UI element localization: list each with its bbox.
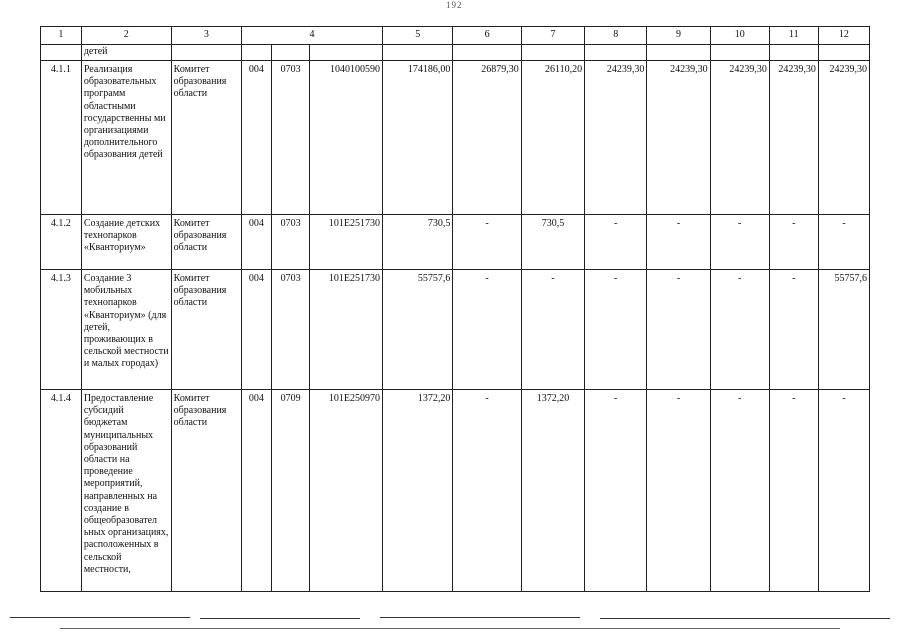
- row-value-6: -: [453, 390, 521, 592]
- page-number: 192: [446, 0, 463, 10]
- row-rzpr: 0709: [271, 390, 310, 592]
- row-name: Создание детских технопарков «Кванториум»: [81, 215, 171, 270]
- row-value-6: -: [453, 215, 521, 270]
- continuation-name: детей: [81, 45, 171, 61]
- row-number: 4.1.2: [41, 215, 82, 270]
- row-executor: Комитет образования области: [171, 215, 241, 270]
- budget-table: [40, 26, 870, 592]
- header-cell: 10: [710, 27, 769, 45]
- row-executor: Комитет образования области: [171, 390, 241, 592]
- continuation-row: [41, 45, 870, 61]
- row-value-6: 26879,30: [453, 61, 521, 215]
- row-executor: Комитет образования области: [171, 61, 241, 215]
- row-grbs: 004: [242, 215, 272, 270]
- row-value-10: 24239,30: [710, 61, 769, 215]
- row-value-7: 730,5: [521, 215, 584, 270]
- row-number: 4.1.1: [41, 61, 82, 215]
- header-cell: 2: [81, 27, 171, 45]
- scan-artifact-line: [60, 628, 840, 629]
- row-value-11: -: [769, 215, 818, 270]
- header-cell: 1: [41, 27, 82, 45]
- row-value-12: -: [818, 390, 869, 592]
- row-grbs: 004: [242, 61, 272, 215]
- row-name: Реализация образовательных программ областными государственны ми организациями дополнительного образования детей: [81, 61, 171, 215]
- row-value-5: 1372,20: [382, 390, 452, 592]
- row-grbs: 004: [242, 270, 272, 390]
- row-executor: Комитет образования области: [171, 270, 241, 390]
- row-value-11: -: [769, 270, 818, 390]
- row-value-5: 55757,6: [382, 270, 452, 390]
- scan-artifact-line: [10, 617, 190, 618]
- row-number: 4.1.3: [41, 270, 82, 390]
- row-value-5: 174186,00: [382, 61, 452, 215]
- row-value-12: 24239,30: [818, 61, 869, 215]
- scan-artifact-line: [380, 617, 580, 618]
- row-rzpr: 0703: [271, 61, 310, 215]
- table-row: [41, 270, 870, 390]
- row-rzpr: 0703: [271, 270, 310, 390]
- row-value-11: -: [769, 390, 818, 592]
- row-value-7: 26110,20: [521, 61, 584, 215]
- header-cell: 4: [242, 27, 383, 45]
- row-name: Предоставление субсидий бюджетам муниципальных образований области на проведение мероприятий, направленных на создание в общеобразовател ьных организациях, расположенных в сельской местности,: [81, 390, 171, 592]
- row-value-12: -: [818, 215, 869, 270]
- row-value-9: -: [647, 270, 710, 390]
- row-value-9: -: [647, 390, 710, 592]
- row-value-10: -: [710, 215, 769, 270]
- row-value-9: -: [647, 215, 710, 270]
- header-cell: 12: [818, 27, 869, 45]
- row-value-8: -: [585, 215, 647, 270]
- row-value-11: 24239,30: [769, 61, 818, 215]
- header-cell: 6: [453, 27, 521, 45]
- row-value-5: 730,5: [382, 215, 452, 270]
- header-cell: 3: [171, 27, 241, 45]
- row-csr: 1040100590: [310, 61, 383, 215]
- header-cell: 9: [647, 27, 710, 45]
- row-number: 4.1.4: [41, 390, 82, 592]
- header-cell: 7: [521, 27, 584, 45]
- header-cell: 5: [382, 27, 452, 45]
- scan-artifact-line: [600, 618, 890, 619]
- table-row: [41, 390, 870, 592]
- row-value-8: 24239,30: [585, 61, 647, 215]
- row-value-8: -: [585, 390, 647, 592]
- row-value-6: -: [453, 270, 521, 390]
- scan-artifact-line: [200, 618, 360, 619]
- row-name: Создание 3 мобильных технопарков «Кванториум» (для детей, проживающих в сельской местности и малых городах): [81, 270, 171, 390]
- header-row: [41, 27, 870, 45]
- header-cell: 8: [585, 27, 647, 45]
- row-csr: 101E251730: [310, 270, 383, 390]
- row-csr: 101E250970: [310, 390, 383, 592]
- row-value-12: 55757,6: [818, 270, 869, 390]
- row-csr: 101E251730: [310, 215, 383, 270]
- row-grbs: 004: [242, 390, 272, 592]
- table-row: [41, 61, 870, 215]
- row-value-7: -: [521, 270, 584, 390]
- table-row: [41, 215, 870, 270]
- header-cell: 11: [769, 27, 818, 45]
- row-rzpr: 0703: [271, 215, 310, 270]
- row-value-9: 24239,30: [647, 61, 710, 215]
- row-value-10: -: [710, 270, 769, 390]
- row-value-8: -: [585, 270, 647, 390]
- row-value-10: -: [710, 390, 769, 592]
- row-value-7: 1372,20: [521, 390, 584, 592]
